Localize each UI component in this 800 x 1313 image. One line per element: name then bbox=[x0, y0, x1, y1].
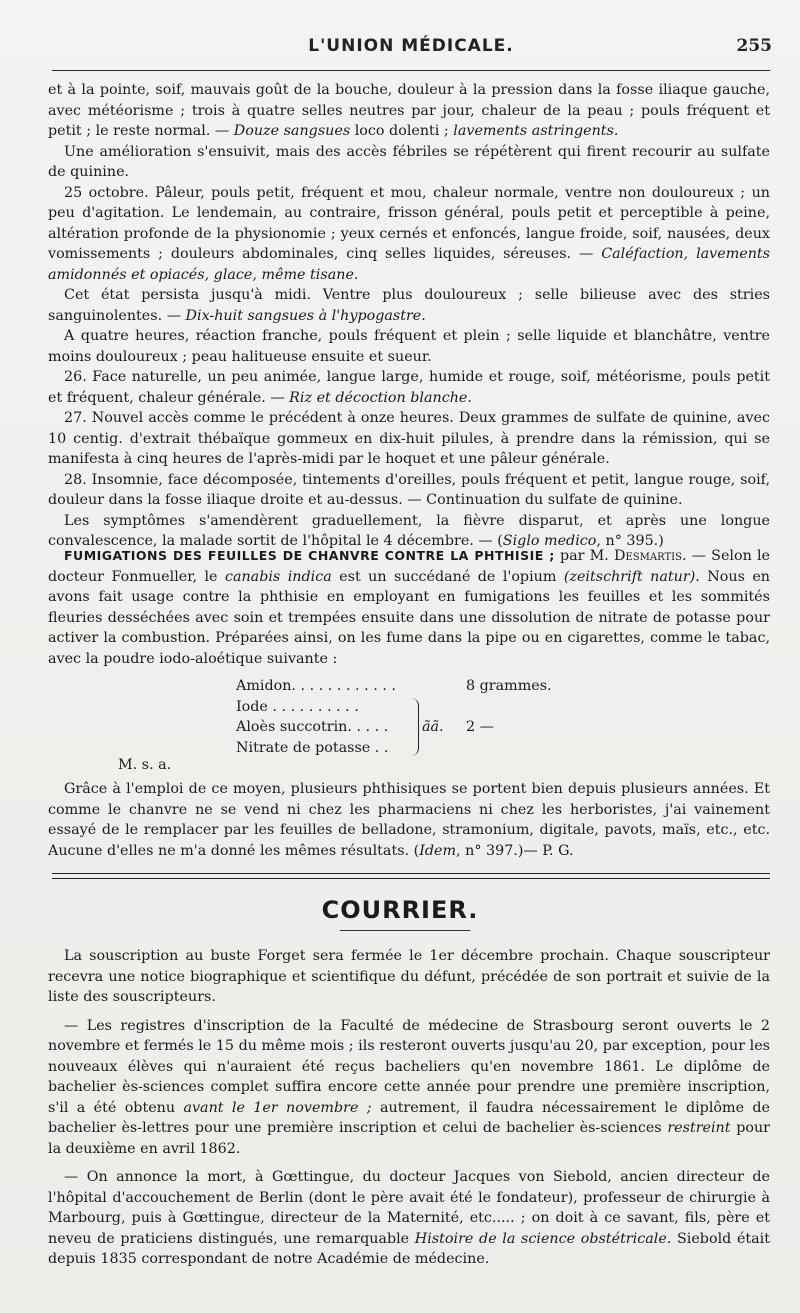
recipe-row: Nitrate de potasse . . bbox=[236, 739, 389, 756]
courrier-paragraph: — On annonce la mort, à Gœttingue, du docteur Jacques von Siebold, ancien directeur de l'hôpital d'accouchement de Berlin (dont le père avait été le fondateur), professeur de chirurgie à Marbourg, puis à Gœttingue, directeur de la Maternité, etc..... ; on doit à ce savant, fils, père et neveu de praticiens distingués, une remarquable Histoire de la science obstétricale. Siebold était depuis 1835 correspondant de notre Académie de médecine. bbox=[48, 1169, 770, 1267]
page-number: 255 bbox=[736, 36, 772, 56]
courrier-paragraph: — Les registres d'inscription de la Faculté de médecine de Strasbourg seront ouverts le 2 novembre et fermés le 15 du même mois ; ils resteront ouverts jusqu'au 20, par exception, pour les nouveaux élèves qui n'auraient été reçus bacheliers qu'en novembre 1861. Le diplôme de bachelier ès-sciences complet suffira encore cette année pour prendre une première inscription, s'il a été obtenu avant le 1er novembre ; autrement, il faudra nécessairement le diplôme de bachelier ès-lettres pour une première inscription et celui de bachelier ès-sciences restreint pour la deuxième en avril 1862. bbox=[48, 1017, 771, 1157]
recipe-brace bbox=[408, 698, 419, 756]
section-rule bbox=[52, 878, 770, 879]
author-name: Desmartis bbox=[614, 548, 682, 564]
recipe-row: Iode . . . . . . . . . . bbox=[236, 698, 359, 715]
case-paragraph: 27. Nouvel accès comme le précédent à onze heures. Deux grammes de sulfate de quinine, avec 10 centig. d'extrait thébaïque gommeux en dix-huit pilules, à prendre dans la rémission, qui se manifesta à cinq heures de l'après-midi par le hoquet et une pâleur générale. bbox=[48, 410, 770, 467]
fumigations-paragraph: FUMIGATIONS DES FEUILLES DE CHANVRE CONTRE LA PHTHISIE ; par M. Desmartis. — Selon le docteur Fonmueller, le canabis indica est un succédané de l'opium (zeitschrift natur). Nous en avons fait usage contre la phthisie en employant en fumigations les feuilles et les sommités fleuries desséchées avec soin et trempées ensuite dans une dissolution de nitrate de potasse pour activer la combustion. Préparées ainsi, on les fume dans la pipe ou en cigarettes, comme le tabac, avec la poudre iodo-aloétique suivante : bbox=[48, 548, 771, 667]
recipe-table bbox=[236, 676, 576, 758]
courrier-heading: COURRIER. bbox=[321, 896, 479, 924]
running-header bbox=[50, 36, 772, 66]
fumigations-article bbox=[48, 546, 770, 669]
case-paragraph: et à la pointe, soif, mauvais goût de la bouche, douleur à la pression dans la fosse iliaque gauche, avec météorisme ; trois à quatre selles neutres par jour, chaleur de la peau ; pouls fréquent et petit ; le reste normal. — Douze sangsues loco dolenti ; lavements astringents. bbox=[48, 82, 770, 139]
case-paragraph: Les symptômes s'amendèrent graduellement, la fièvre disparut, et après une longue convalescence, la malade sortit de l'hôpital le 4 décembre. — (Siglo medico, n° 395.) bbox=[48, 512, 770, 549]
courrier-section bbox=[48, 946, 770, 1270]
case-paragraph: A quatre heures, réaction franche, pouls fréquent et plein ; selle liquide et blanchâtre, ventre moins douloureux ; peau halitueuse ensuite et sueur. bbox=[48, 328, 770, 365]
case-paragraph: Une amélioration s'ensuivit, mais des accès fébriles se répétèrent qui firent recourir au sulfate de quinine. bbox=[48, 143, 770, 180]
case-paragraph: Cet état persista jusqu'à midi. Ventre plus douloureux ; selle bilieuse avec des stries sanguinolentes. — Dix-huit sangsues à l'hypogastre. bbox=[48, 287, 770, 324]
courrier-paragraph: La souscription au buste Forget sera fermée le 1er décembre prochain. Chaque souscripteur recevra une notice biographique et scientifique du défunt, précédée de son portrait et suivie de la liste des souscripteurs. bbox=[48, 948, 770, 1005]
case-paragraph: 25 octobre. Pâleur, pouls petit, fréquent et mou, chaleur normale, ventre non douloureux ; un peu d'agitation. Le lendemain, au contraire, frisson général, pouls petit et perceptible à peine, altération profonde de la physionomie ; yeux cernés et enfoncés, langue froide, soif, nausées, deux vomissements ; douleurs abdominales, cinq selles liquides, séreuses. — Caléfaction, lavements amidonnés et opiacés, glace, même tisane. bbox=[48, 184, 771, 283]
case-paragraph: 26. Face naturelle, un peu animée, langue large, humide et rouge, soif, météorisme, pouls petit et fréquent, chaleur générale. — Riz et décoction blanche. bbox=[48, 369, 770, 406]
recipe-row: Amidon. . . . . . . . . . . . 8 grammes. bbox=[236, 678, 552, 694]
header-rule bbox=[52, 70, 770, 71]
case-report bbox=[48, 80, 770, 552]
recipe-aa-qty: 2 — bbox=[466, 719, 494, 735]
recipe-ms: M. s. a. bbox=[118, 757, 172, 773]
section-heading: FUMIGATIONS DES FEUILLES DE CHANVRE CONTRE LA PHTHISIE ; bbox=[64, 548, 555, 563]
recipe-row: Aloès succotrin. . . . . bbox=[236, 719, 389, 735]
fumigations-conclusion bbox=[48, 779, 770, 861]
heading-underline bbox=[340, 930, 470, 931]
section-rule bbox=[52, 873, 770, 874]
case-paragraph: 28. Insomnie, face décomposée, tintements d'oreilles, pouls fréquent et petit, langue rouge, soif, douleur dans la fosse iliaque droite et au-dessus. — Continuation du sulfate de quinine. bbox=[48, 471, 770, 508]
journal-title: L'UNION MÉDICALE. bbox=[308, 36, 514, 56]
recipe-aa: ãã. bbox=[422, 719, 444, 735]
fumigations-paragraph: Grâce à l'emploi de ce moyen, plusieurs phthisiques se portent bien depuis plusieurs années. Et comme le chanvre ne se vend ni chez les pharmaciens ni chez les herboristes, j'ai vainement essayé de le remplacer par les feuilles de belladone, stramonium, digitale, pavots, maïs, etc., etc. Aucune d'elles ne m'a donné les mêmes résultats. (Idem, n° 397.)— P. G. bbox=[48, 781, 770, 859]
